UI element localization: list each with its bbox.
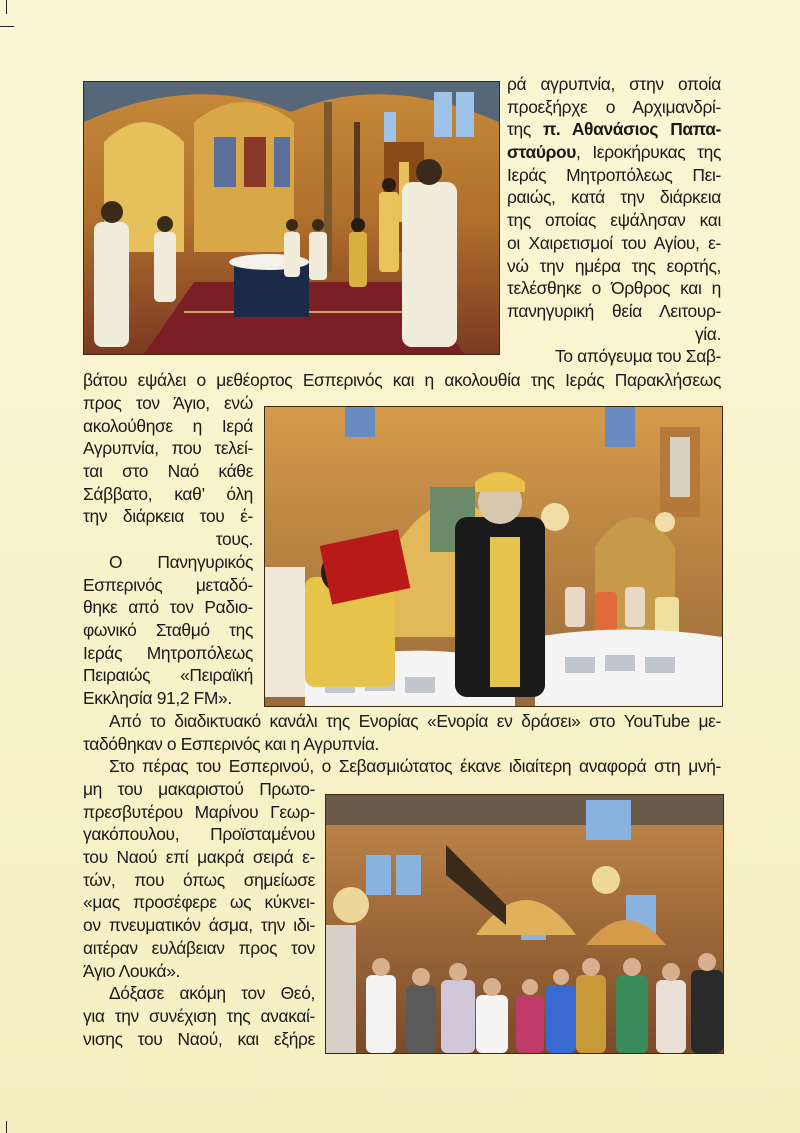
text-line: βάτου εψάλει ο μεθέορτος Εσπερινός και η ακολουθία της Ιεράς Παρακλήσεως	[83, 369, 721, 390]
text-column-top-right	[507, 73, 721, 368]
text-line: προς τον Άγιο, ενώ	[83, 393, 253, 413]
text-line: τους.	[215, 529, 253, 550]
text-line: ται στο Ναό κάθε	[83, 461, 253, 482]
crop-mark	[6, 1121, 7, 1133]
crop-mark	[6, 0, 7, 14]
text-line: θηκε από τον Ραδιο-	[83, 597, 253, 618]
text-line: Ιεράς Μητροπόλεως	[83, 642, 253, 663]
text-line: νώ την ημέρα της εορτής,	[507, 255, 721, 276]
text-line: σταύρου, Ιεροκήρυκας της	[507, 142, 721, 163]
church-interior-service-photo	[83, 81, 500, 355]
text-line: φωνικό Σταθμό της	[83, 619, 253, 640]
text-fullwidth-b	[83, 710, 721, 778]
text-line: μη του μακαριστού Πρωτο-	[83, 779, 315, 799]
text-line: ταδόθηκαν ο Εσπερινός και η Αγρυπνία.	[83, 733, 380, 754]
text-line: της π. Αθανάσιος Παπα-	[507, 119, 722, 140]
text-line: ακολούθησε η Ιερά	[83, 415, 253, 436]
text-line: «μας προσέφερε ως κύκνει-	[83, 892, 315, 913]
text-line: προεξήρχε ο Αρχιμανδρί-	[507, 96, 721, 117]
text-line: ρά αγρυπνία, στην οποία	[507, 74, 721, 94]
text-line: γία.	[694, 323, 721, 344]
text-line: Εκκλησία 91,2 FM».	[83, 687, 232, 708]
text-line: πρεσβυτέρου Μαρίνου Γεωρ-	[83, 801, 315, 822]
text-line: νισης του Ναού, και εξήρε	[83, 1028, 315, 1049]
text-line: για την συνέχιση της ανακαί-	[83, 1005, 315, 1026]
text-line: πανηγυρική θεία Λειτουρ-	[507, 300, 721, 321]
text-line: αιτέραν ευλάβειαν προς τον	[83, 937, 315, 958]
text-line: Ο Πανηγυρικός	[109, 551, 253, 572]
text-line: Πειραιώς «Πειραϊκή	[83, 665, 253, 686]
text-line: τελέσθηκε ο Όρθρος και η	[507, 278, 721, 299]
text-line: οι Χαιρετισμοί του Αγίου, ε-	[507, 232, 721, 253]
text-line: Εσπερινός μεταδό-	[83, 574, 253, 595]
text-fullwidth-a	[83, 346, 721, 391]
text-line: Ιεράς Μητροπόλεως Πει-	[507, 164, 721, 185]
text-line: την διάρκεια του έ-	[83, 506, 253, 527]
text-line: Άγιο Λουκά».	[83, 960, 181, 981]
text-line: τών, που όπως σημείωσε	[83, 869, 315, 890]
text-line: Σάββατο, καθ’ όλη	[83, 483, 253, 504]
bishop-blessing-photo	[264, 406, 723, 707]
text-column-bottom-left	[83, 778, 315, 1050]
text-line: της οποίας εψάλησαν και	[507, 210, 721, 231]
text-line: Από το διαδικτυακό κανάλι της Ενορίας «Ενορία εν δράσει» στο YouTube με-	[109, 711, 721, 731]
text-line: Δόξασε ακόμη τον Θεό,	[109, 983, 315, 1004]
text-line: ραιώς, κατά την διάρκεια	[507, 187, 721, 208]
text-line: ον πνευματικόν άσμα, την ιδι-	[83, 915, 315, 936]
text-line: Αγρυπνία, που τελεί-	[83, 438, 253, 459]
crop-mark	[0, 26, 14, 27]
text-line: Το απόγευμα του Σαβ-	[554, 346, 721, 367]
congregation-photo	[325, 794, 724, 1054]
text-line: του Ναού επί μακρά σειρά ε-	[83, 847, 315, 868]
text-line: γακόπουλου, Προϊσταμένου	[83, 824, 315, 845]
text-line: Στο πέρας του Εσπερινού, ο Σεβασμιώτατος έκανε ιδιαίτερη αναφορά στη μνή-	[109, 756, 721, 777]
text-column-middle-left	[83, 392, 253, 710]
